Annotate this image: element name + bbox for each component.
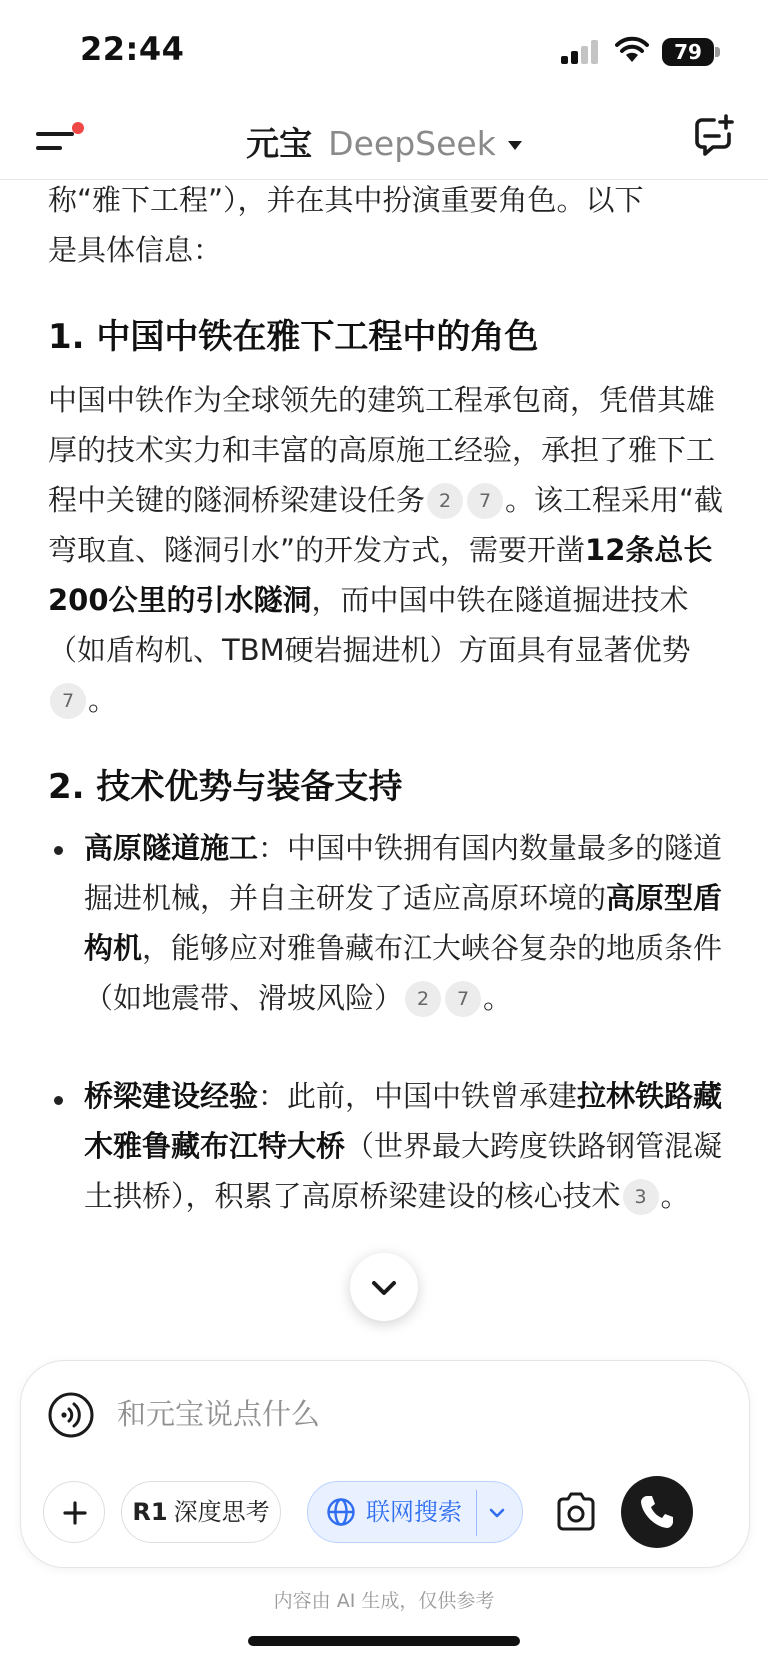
ai-disclaimer: 内容由 AI 生成，仅供参考 <box>273 1590 495 1612</box>
cellular-signal-icon <box>561 40 601 64</box>
model-name: DeepSeek <box>328 124 496 163</box>
citation-badge[interactable]: 7 <box>467 483 503 519</box>
citation-badge[interactable]: 2 <box>405 981 441 1017</box>
intro-line: 称“雅下工程”），并在其中扮演重要角色。以下 <box>48 183 644 217</box>
chevron-down-icon[interactable] <box>486 1502 508 1524</box>
globe-icon <box>326 1497 356 1527</box>
wifi-icon <box>615 36 649 64</box>
plus-icon <box>44 1482 106 1544</box>
deep-think-label: 深度思考 <box>173 1498 270 1526</box>
battery-icon <box>662 38 718 66</box>
attach-button[interactable] <box>43 1481 105 1543</box>
citation-badge[interactable]: 7 <box>50 683 86 719</box>
new-chat-icon[interactable] <box>692 114 736 158</box>
dropdown-caret-icon <box>508 141 522 150</box>
scroll-to-bottom-button[interactable] <box>350 1253 418 1321</box>
status-time: 22:44 <box>80 30 185 68</box>
list-item: 高原隧道施工：中国中铁拥有国内数量最多的隧道掘进机械，并自主研发了适应高原环境的高原型盾构机，能够应对雅鲁藏布江大峡谷复杂的地质条件（如地震带、滑坡风险） 2 7 。 <box>84 831 723 1015</box>
intro-line: 是具体信息： <box>48 233 223 267</box>
citation-badge[interactable]: 2 <box>427 483 463 519</box>
citation-badge[interactable]: 7 <box>445 981 481 1017</box>
voice-input-icon[interactable] <box>47 1391 95 1439</box>
section-heading: 1. 中国中铁在雅下工程中的角色 <box>48 317 539 357</box>
voice-call-button[interactable] <box>621 1476 693 1548</box>
section1-paragraph: 中国中铁作为全球领先的建筑工程承包商，凭借其雄厚的技术实力和丰富的高原施工经验，承担了雅下工程中关键的隧洞桥梁建设任务 2 7 。该工程采用“截弯取直、隧洞引水”的开发方式，需要开凿12条总长200公里的引水隧洞，而中国中铁在隧道掘进技术（如盾构机、TBM硬岩掘进机）方面具有显著优势7 。 <box>48 383 724 717</box>
chevron-down-icon <box>350 1253 418 1321</box>
deep-think-toggle[interactable] <box>121 1481 281 1543</box>
citation-badge[interactable]: 3 <box>623 1179 659 1215</box>
message-input[interactable] <box>117 1389 677 1439</box>
camera-icon[interactable] <box>553 1489 599 1535</box>
model-selector[interactable] <box>0 118 768 165</box>
nav-bar <box>0 100 768 180</box>
status-bar <box>0 0 768 100</box>
bullet-icon <box>54 1096 63 1105</box>
battery-level: 79 <box>662 38 714 66</box>
composer <box>20 1360 750 1568</box>
bullet-icon <box>54 846 63 855</box>
list-item: 桥梁建设经验：此前，中国中铁曾承建拉林铁路藏木雅鲁藏布江特大桥（世界最大跨度铁路钢管混凝土拱桥），积累了高原桥梁建设的核心技术 3 。 <box>84 1079 723 1213</box>
home-indicator <box>248 1636 520 1646</box>
deep-think-prefix: R1 <box>132 1498 168 1526</box>
app-name: 元宝 <box>246 124 313 163</box>
chat-content[interactable] <box>0 181 768 1356</box>
phone-icon <box>621 1476 693 1548</box>
section-heading: 2. 技术优势与装备支持 <box>48 767 403 807</box>
web-search-toggle[interactable] <box>307 1481 523 1543</box>
web-search-label: 联网搜索 <box>366 1498 462 1526</box>
